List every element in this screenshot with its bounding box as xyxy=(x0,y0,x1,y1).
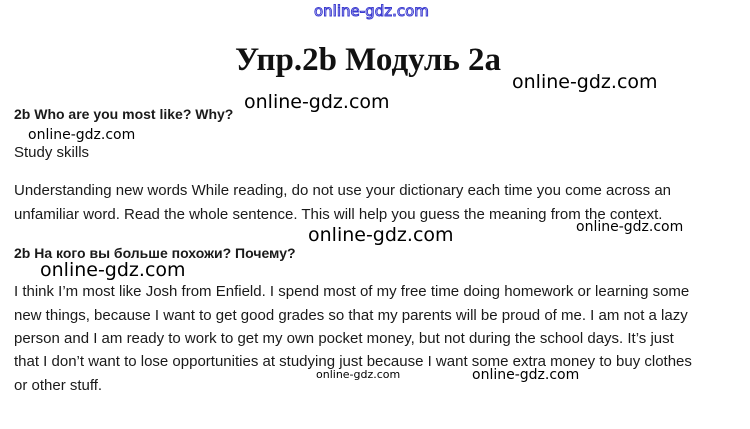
watermark-large-right: online-gdz.com xyxy=(512,71,658,93)
section2-paragraph-line: new things, because I want to get good grades so that my parents will be proud of me. I am not a lazy xyxy=(14,307,688,324)
section2-paragraph-line: that I don’t want to lose opportunities at studying just because I want some extra money to buy clothes xyxy=(14,353,692,370)
section1-paragraph-line: Understanding new words While reading, do not use your dictionary each time you come across an xyxy=(14,182,672,199)
watermark-outline: online-gdz.com xyxy=(314,2,429,20)
watermark-small-left: online-gdz.com xyxy=(28,127,136,143)
section2-paragraph-line: person and I am ready to work to get my own pocket money, but not during the school days. It’s just xyxy=(14,330,674,347)
section1-subheading: Study skills xyxy=(14,144,90,161)
watermark-large-left: online-gdz.com xyxy=(244,91,390,113)
section2-paragraph-line: I think I’m most like Josh from Enfield. I spend most of my free time doing homework or learning some xyxy=(14,283,690,300)
section1-heading: 2b Who are you most like? Why? xyxy=(14,106,234,122)
watermark-small-bottom: online-gdz.com xyxy=(472,367,580,383)
watermark-middle: online-gdz.com xyxy=(308,224,454,246)
section2-heading: 2b На кого вы больше похожи? Почему? xyxy=(14,245,296,261)
page-title: Упр.2b Модуль 2а xyxy=(234,42,502,78)
section1-paragraph-line: unfamiliar word. Read the whole sentence. This will help you guess the meaning from the context. xyxy=(14,206,663,223)
section2-paragraph-line: or other stuff. xyxy=(14,377,103,394)
watermark-large-lower-left: online-gdz.com xyxy=(40,259,186,281)
watermark-small-right: online-gdz.com xyxy=(576,219,684,235)
watermark-tiny-bottom: online-gdz.com xyxy=(316,368,401,381)
